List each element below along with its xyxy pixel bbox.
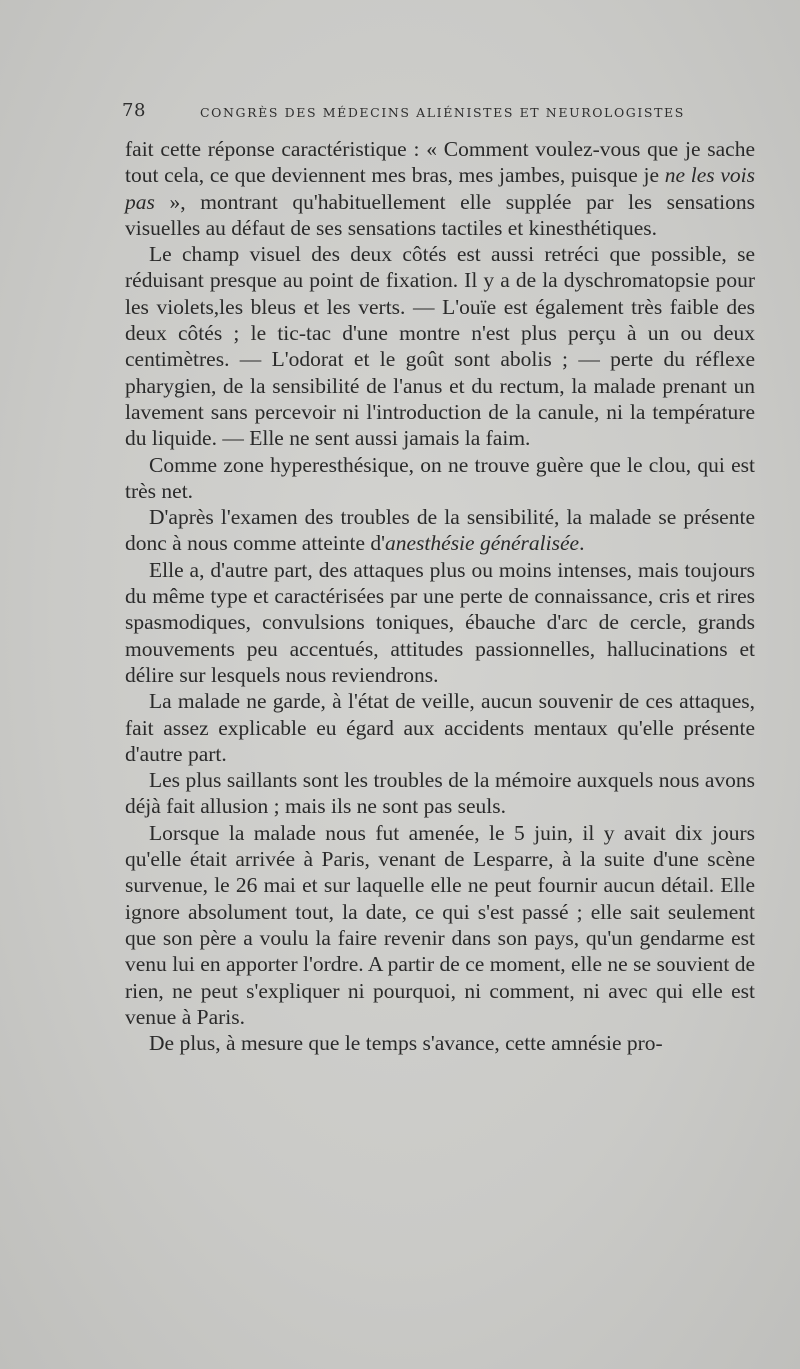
paragraph-1: Le champ visuel des deux côtés est aussi retréci que possible, se réduisant presque au point de fixation. Il y a de la dyschromatopsie pour les violets,les bleus et les verts. — L'ouïe est également très faible des deux côtés ; le tic-tac d'une montre n'est plus perçu à un ou deux centimètres. — L'odorat et le goût sont abolis ; — perte du réflexe pharygien, de la sensibilité de l'anus et du rectum, la malade prenant un lavement sans percevoir ni l'introduction de la canule, ni la température du liquide. — Elle ne sent aussi jamais la faim. xyxy=(125,242,755,451)
paragraph-6: Les plus saillants sont les troubles de la mémoire auxquels nous avons déjà fait allusion ; mais ils ne sont pas seuls. xyxy=(125,768,755,819)
paragraph-7: Lorsque la malade nous fut amenée, le 5 juin, il y avait dix jours qu'elle était arrivée à Paris, venant de Lesparre, à la suite d'une scène survenue, le 26 mai et sur laquelle elle ne peut fournir aucun détail. Elle ignore absolument tout, la date, ce qui s'est passé ; elle sait seulement que son père a voulu la faire revenir dans son pays, qu'un gendarme est venu lui en apporter l'ordre. A partir de ce moment, elle ne se souvient de rien, ne peut s'expliquer ni pourquoi, ni comment, ni avec qui elle est venue à Paris. xyxy=(125,820,755,1029)
text-run: », montrant qu'habituellement elle supplée par les sensations visuelles au défaut de ses sensations tactiles et kinesthétiques. xyxy=(125,189,755,240)
paragraph-5: La malade ne garde, à l'état de veille, aucun souvenir de ces attaques, fait assez explicable eu égard aux accidents mentaux qu'elle présente d'autre part. xyxy=(125,689,755,766)
text-run: fait cette réponse caractéristique : « Comment voulez-vous que je sache tout cela, ce que deviennent mes bras, mes jambes, puisque je xyxy=(125,137,755,188)
paragraph-2: Comme zone hyperesthésique, on ne trouve guère que le clou, qui est très net. xyxy=(125,452,755,503)
text-run: D'après l'examen des troubles de la sensibilité, la malade se présente donc à nous comme atteinte d' xyxy=(125,505,755,556)
paragraph-0 xyxy=(125,136,755,241)
paragraph-8: De plus, à mesure que le temps s'avance, cette amnésie pro- xyxy=(149,1031,663,1056)
italic-run: ne les vois pas xyxy=(125,163,756,214)
paragraph-4: Elle a, d'autre part, des attaques plus ou moins intenses, mais toujours du même type et caractérisées par une perte de connaissance, cris et rires spasmodiques, convulsions toniques, ébauche d'arc de cercle, grands mouvements peu accentués, attitudes passionnelles, hallucinations et délire sur lesquels nous reviendrons. xyxy=(125,557,755,687)
italic-run: anesthésie généralisée xyxy=(385,531,580,556)
body-text xyxy=(125,136,755,1056)
text-run: . xyxy=(579,531,585,556)
running-head xyxy=(118,100,685,126)
running-title: CONGRÈS DES MÉDECINS ALIÉNISTES ET NEUROLOGISTES xyxy=(200,105,685,120)
paragraph-3 xyxy=(125,504,755,557)
page-number: 78 xyxy=(122,100,146,121)
